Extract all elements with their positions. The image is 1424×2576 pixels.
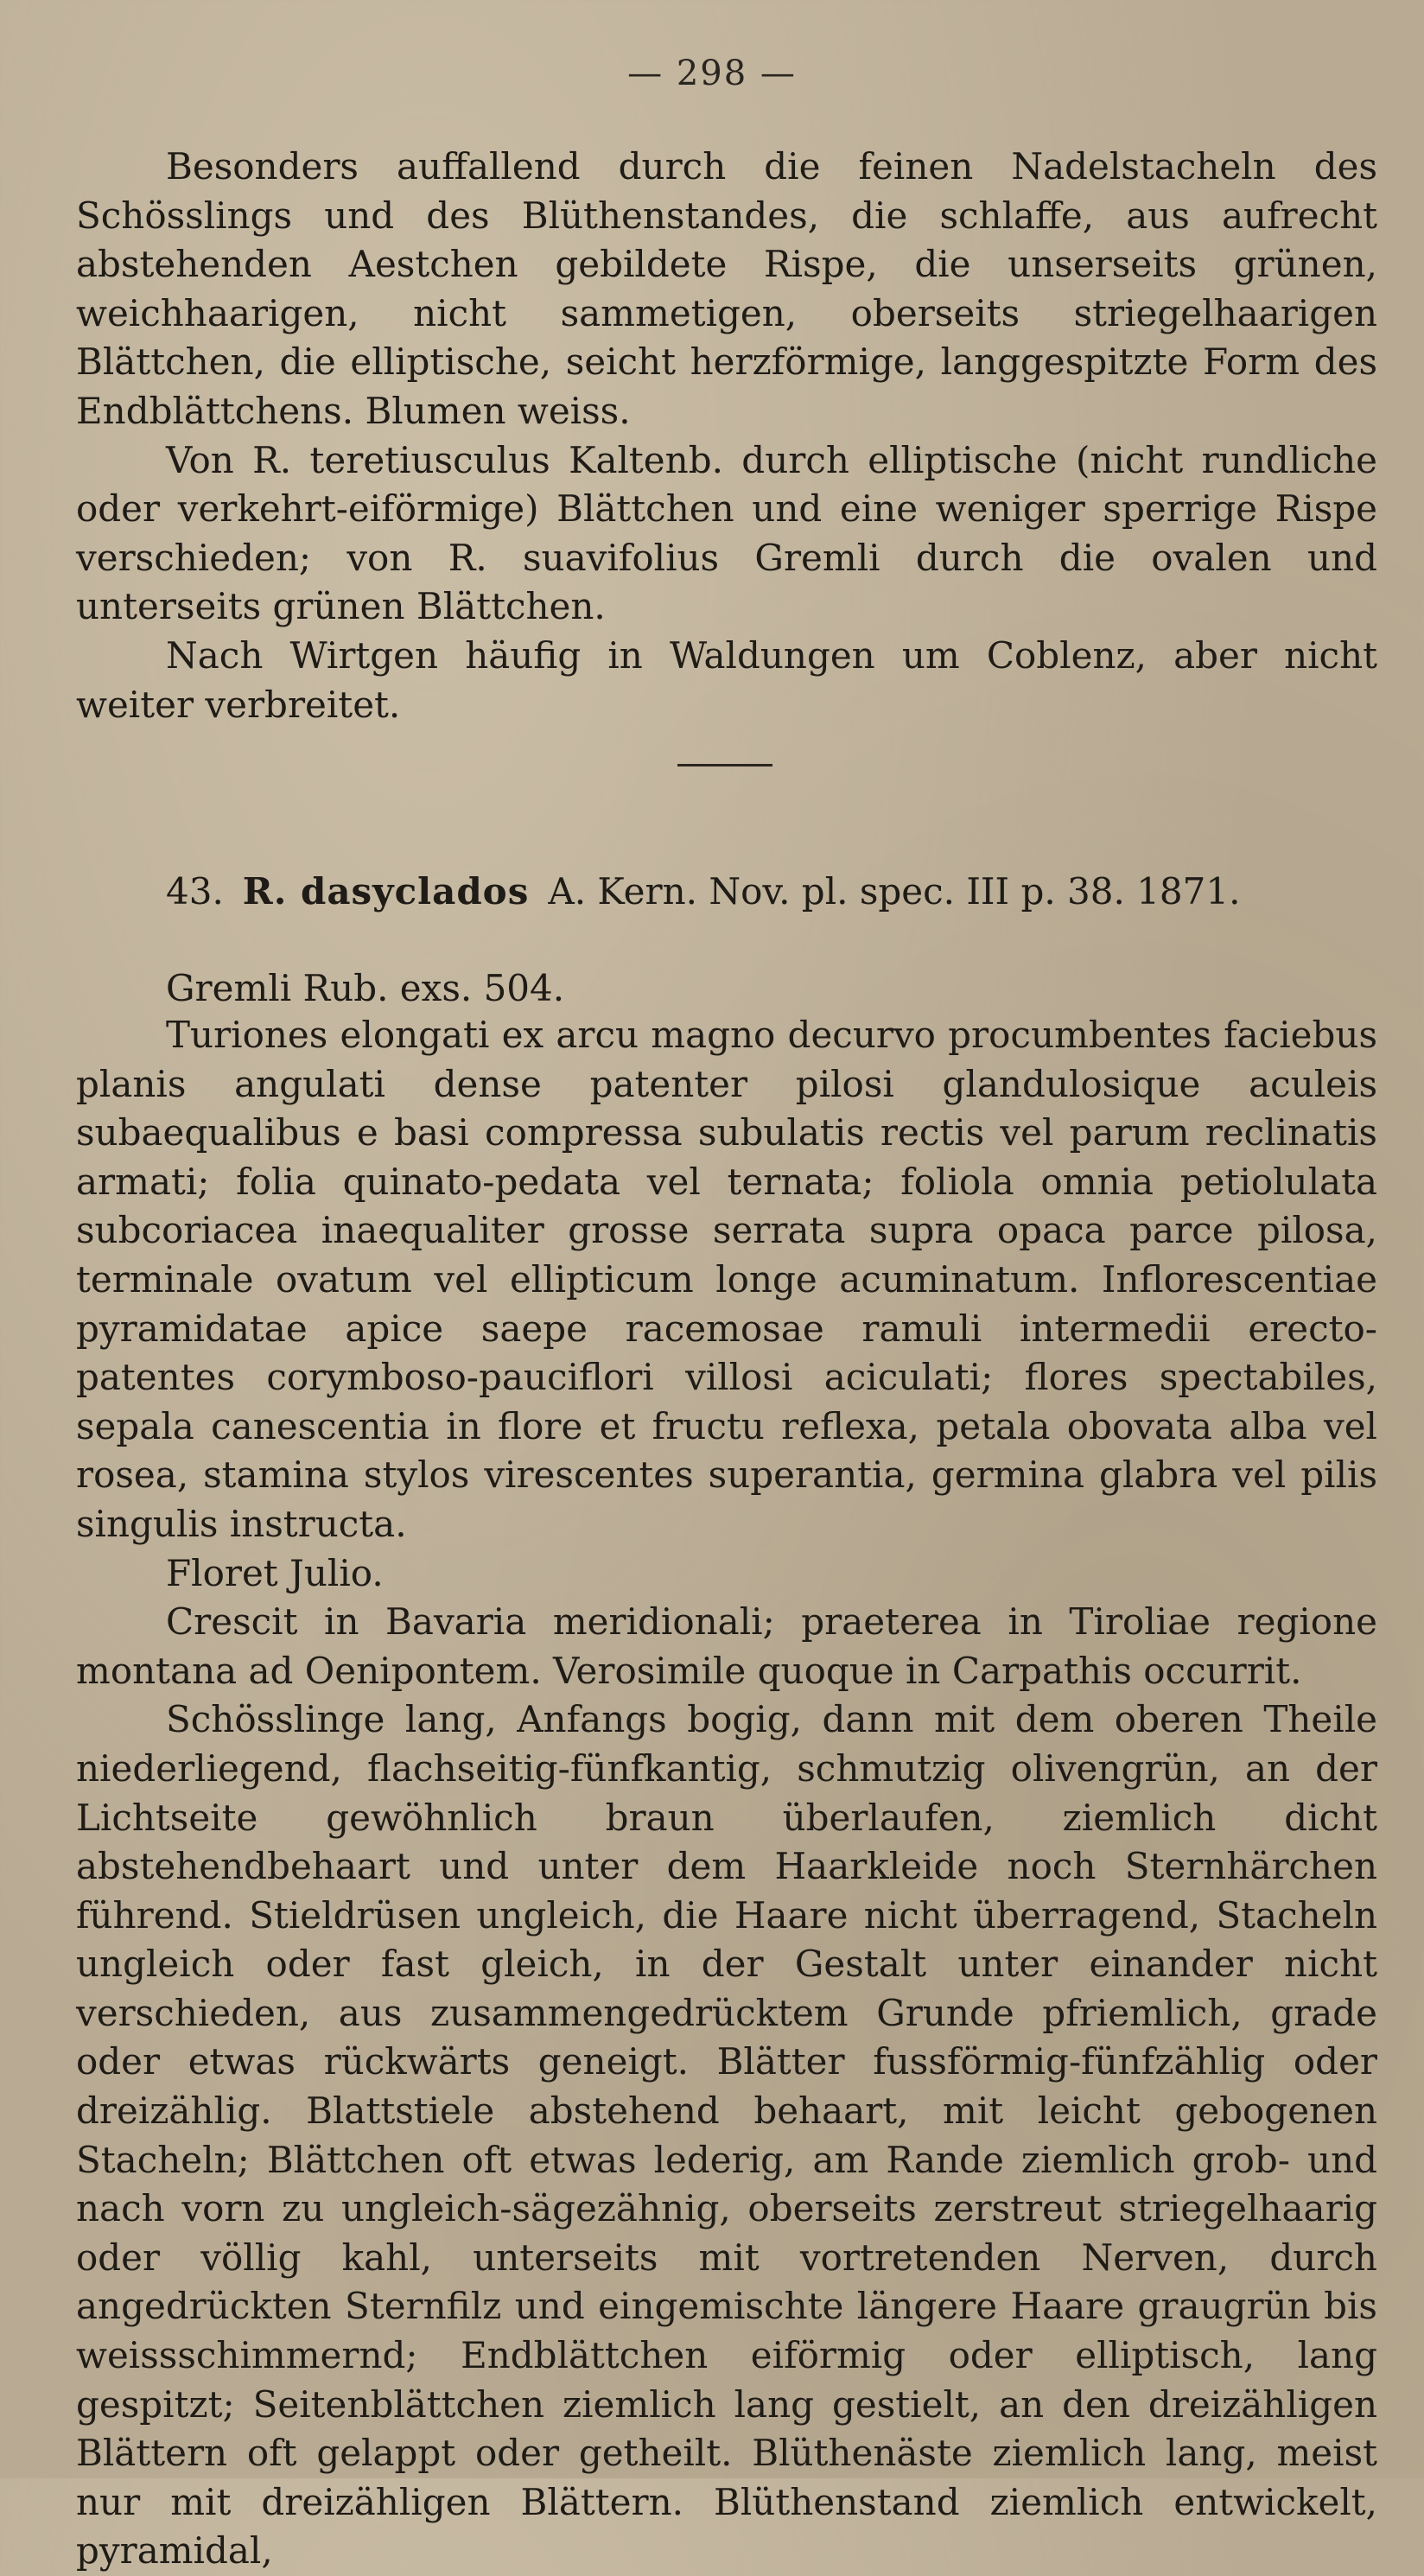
- paragraph: Nach Wirtgen häufig in Waldungen um Coblenz, aber nicht weiter verbreitet.: [76, 633, 1377, 726]
- species-name: R. dasyclados: [242, 870, 530, 913]
- paragraph: Crescit in Bavaria meridionali; praeterea in Tiroliae regione montana ad Oenipontem. Verosimile quoque in Carpathis occurrit.: [76, 1600, 1377, 1692]
- section-description-dasyclados: [76, 1011, 1377, 2576]
- species-heading: [166, 868, 1376, 916]
- paragraph: Besonders auffallend durch die feinen Nadelstacheln des Schösslings und des Blüthenstandes, die schlaffe, aus aufrecht abstehenden Aestchen gebildete Rispe, die unserseits grünen, weichhaarigen, nicht sammetigen, oberseits striegelhaarigen Blättchen, die elliptische, seicht herzförmige, langgespitzte Form des Endblättchens. Blumen weiss.: [76, 145, 1377, 432]
- section-divider-rule: [677, 764, 772, 766]
- page-number-header: — 298 —: [627, 54, 797, 93]
- exsiccata-reference: Gremli Rub. exs. 504.: [166, 967, 565, 1009]
- section-description-previous-species: [76, 143, 1377, 729]
- paragraph: Turiones elongati ex arcu magno decurvo procumbentes faciebus planis angulati dense patenter pilosi glandulosique aculeis subaequalibus e basi compressa subulatis rectis vel parum reclinatis armati; folia quinato-pedata vel ternata; foliola omnia petiolulata subcoriacea inaequaliter grosse serrata supra opaca parce pilosa, terminale ovatum vel ellipticum longe acuminatum. Inflorescentiae pyramidatae apice saepe racemosae ramuli intermedii erecto-patentes corymboso-pauciflori villosi aciculati; flores spectabiles, sepala canescentia in flore et fructu reflexa, petala obovata alba vel rosea, stamina stylos virescentes superantia, germina glabra vel pilis singulis instructa.: [76, 1014, 1377, 1545]
- paragraph: Schösslinge lang, Anfangs bogig, dann mit dem oberen Theile niederliegend, flachseitig-fünfkantig, schmutzig olivengrün, an der Lichtseite gewöhnlich braun überlaufen, ziemlich dicht abstehendbehaart und unter dem Haarkleide noch Sternhärchen führend. Stieldrüsen ungleich, die Haare nicht überragend, Stacheln ungleich oder fast gleich, in der Gestalt unter einander nicht verschieden, aus zusammengedrücktem Grunde pfriemlich, grade oder etwas rückwärts geneigt. Blätter fussförmig-fünfzählig oder dreizählig. Blattstiele abstehend behaart, mit leicht gebogenen Stacheln; Blättchen oft etwas lederig, am Rande ziemlich grob- und nach vorn zu ungleich-sägezähnig, oberseits zerstreut striegelhaarig oder völlig kahl, unterseits mit vortretenden Nerven, durch angedrückten Sternfilz und eingemischte längere Haare graugrün bis weissschimmernd; Endblättchen eiförmig oder elliptisch, lang gespitzt; Seitenblättchen ziemlich lang gestielt, an den dreizähligen Blättern oft gelappt oder getheilt. Blüthenäste ziemlich lang, meist nur mit dreizähligen Blättern. Blüthenstand ziemlich entwickelt, pyramidal,: [76, 1698, 1377, 2573]
- species-number: 43.: [166, 870, 224, 913]
- paragraph: Von R. teretiusculus Kaltenb. durch elliptische (nicht rundliche oder verkehrt-eiförmige) Blättchen und eine weniger sperrige Rispe verschieden; von R. suavifolius Gremli durch die ovalen und unterseits grünen Blättchen.: [76, 438, 1377, 628]
- paragraph: Floret Julio.: [166, 1551, 384, 1594]
- species-citation: A. Kern. Nov. pl. spec. III p. 38. 1871.: [548, 870, 1241, 913]
